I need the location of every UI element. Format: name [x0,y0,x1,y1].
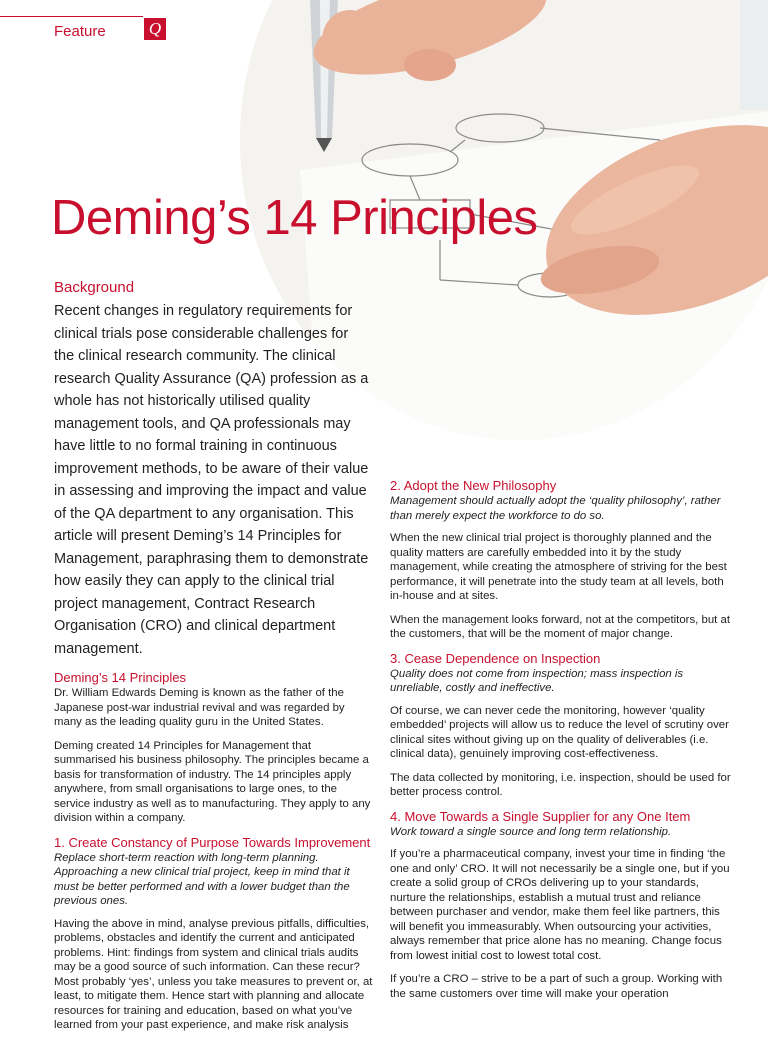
principle-2-heading: 2. Adopt the New Philosophy [390,478,557,493]
background-heading: Background [54,279,135,296]
principle-1-heading: 1. Create Constancy of Purpose Towards Improvement [54,834,371,850]
principle-3-body-2: The data collected by monitoring, i.e. inspection, should be used for better process control. [390,771,731,798]
principle-4-summary: Work toward a single source and long term relationship. [390,825,672,838]
principle-4-body-2: If you’re a CRO – strive to be a part of such a group. Working with the same customers over time will make your operation [390,973,723,1000]
principle-1-body: Having the above in mind, analyse previous pitfalls, difficulties, problems, obstacles and identify the current and anticipated problems. Hint: findings from system and clinical trials audits may be a good source of such information. Can these recur? Most probably ‘yes’, unless you take measures to prevent or, at least, to mitigate them. Hence start with planning and allocate resources for training and education, based on what you’ve learned from your past experience, and make risk analysis [54,917,373,1031]
right-column [390,478,735,1010]
principles-heading: Deming’s 14 Principles [54,670,186,685]
page-title: Deming’s 14 Principles [51,191,538,245]
section-label: Feature [54,23,106,40]
principle-2-summary: Management should actually adopt the ‘quality philosophy’, rather than merely expect the workforce to do so. [390,495,721,522]
principle-2-body-2: When the management looks forward, not at the competitors, but at the customers, that will be the moment of major change. [390,613,731,640]
deming-principles-intro: Deming created 14 Principles for Management that summarised his business philosophy. The principles became a basis for transformation of industry. The 14 principles apply anywhere, from small organisations to large ones, to the service industry as well as to manufacturing. They apply to any division within a company. [54,739,371,824]
principle-3-body-1: Of course, we can never cede the monitoring, however ‘quality embedded’ projects will allow us to reduce the level of scrutiny over clinical sites without giving up on the quality of deliverables (i.e. clinical data), genuinely improving cost-effectiveness. [390,704,729,760]
background-text: Recent changes in regulatory requirements for clinical trials pose considerable challenges for the clinical research community. The clinical research Quality Assurance (QA) profession as a whole has not historically utilised quality management tools, and QA professionals may have little to no formal training in continuous improvement methods, to be aware of their value in assessing and improving the impact and value of the QA department to any organisation. This article will present Deming’s 14 Principles for Management, paraphrasing them to demonstrate how easily they can apply to the clinical trial project management, Contract Research Organisation (CRO) and clinical department management. [54,303,369,657]
header-rule [0,16,143,17]
q-logo: Q [144,18,166,40]
left-column [54,670,374,1042]
principle-4-body-1: If you’re a pharmaceutical company, invest your time in finding ‘the one and only’ CRO. It will not necessarily be a single one, but if you create a solid group of CROs delivering up to your standards, nurture the relationships, establish a mutual trust and reliance between purchaser and vendor, make them feel like partners, this will benefit you immeasurably. When outsourcing your activities, always remember that price alone has no meaning. Change focus from lowest initial cost to lowest total cost. [390,848,730,962]
principle-1-summary: Replace short-term reaction with long-term planning. Approaching a new clinical trial project, keep in mind that it must be better performed and with a lower budget than the previous ones. [54,851,350,907]
principle-3-summary: Quality does not come from inspection; mass inspection is unreliable, costly and ineffective. [390,667,684,694]
principle-4-heading: 4. Move Towards a Single Supplier for any One Item [390,808,691,824]
deming-bio: Dr. William Edwards Deming is known as the father of the Japanese post-war industrial revival and was regarded by many as the leading quality guru in the United States. [54,687,345,728]
principle-3-heading: 3. Cease Dependence on Inspection [390,650,601,666]
principle-2-body-1: When the new clinical trial project is thoroughly planned and the quality matters are carefully embedded into it by the study management, while creating the atmosphere of striving for the best performance, it will penetrate into the study team at all levels, both in-house and at sites. [390,532,727,602]
